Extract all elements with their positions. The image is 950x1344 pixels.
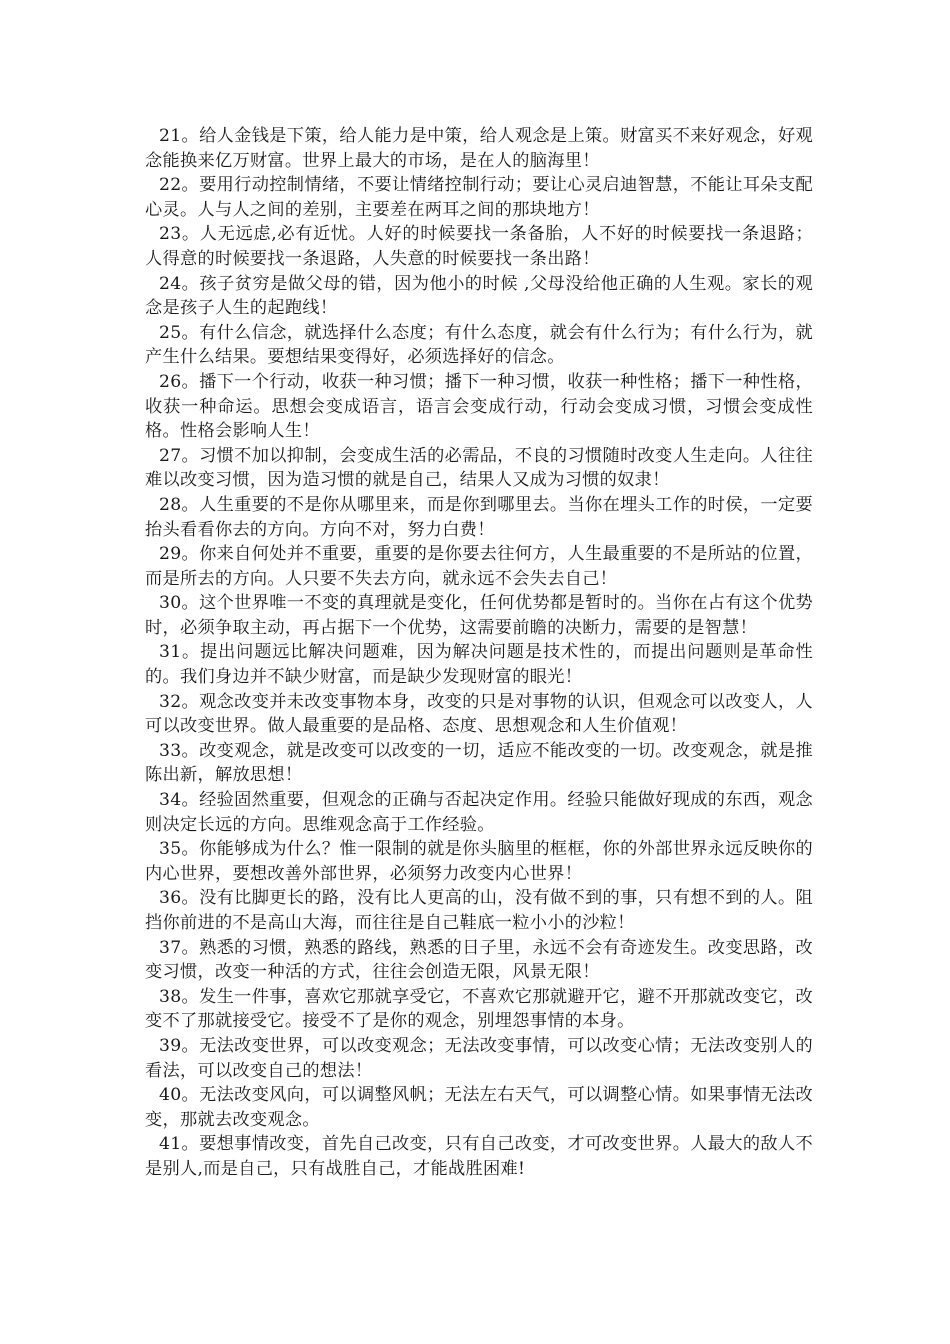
paragraph-30: 30。这个世界唯一不变的真理就是变化，任何优势都是暂时的。当你在占有这个优势时，必须争取主动，再占据下一个优势，这需要前瞻的决断力，需要的是智慧！ <box>145 593 813 638</box>
paragraph-21: 21。给人金钱是下策，给人能力是中策，给人观念是上策。财富买不来好观念，好观念能换来亿万财富。世界上最大的市场，是在人的脑海里！ <box>145 126 813 171</box>
paragraph-26: 26。播下一个行动，收获一种习惯；播下一种习惯，收获一种性格；播下一种性格，收获一种命运。思想会变成语言，语言会变成行动，行动会变成习惯，习惯会变成性格。性格会影响人生！ <box>145 371 813 442</box>
paragraph-33: 33。改变观念，就是改变可以改变的一切，适应不能改变的一切。改变观念，就是推陈出新，解放思想！ <box>145 740 813 786</box>
paragraph-24: 24。孩子贫穷是做父母的错，因为他小的时候 ,父母没给他正确的人生观。家长的观念是孩子人生的起跑线！ <box>145 273 813 319</box>
paragraph-25: 25。有什么信念，就选择什么态度；有什么态度，就会有什么行为；有什么行为，就产生什么结果。要想结果变得好，必须选择好的信念。 <box>145 322 813 368</box>
paragraph-40: 40。无法改变风向，可以调整风帆；无法左右天气，可以调整心情。如果事情无法改变，那就去改变观念。 <box>145 1085 813 1130</box>
paragraph-41: 41。要想事情改变，首先自己改变，只有自己改变，才可改变世界。人最大的敌人不是别人,而是自己，只有战胜自己，才能战胜困难! <box>145 1134 813 1179</box>
paragraph-37: 37。熟悉的习惯，熟悉的路线，熟悉的日子里，永远不会有奇迹发生。改变思路，改变习惯，改变一种活的方式，往往会创造无限，风景无限！ <box>145 937 813 983</box>
paragraph-29: 29。你来自何处并不重要，重要的是你要去往何方，人生最重要的不是所站的位置，而是所去的方向。人只要不失去方向，就永远不会失去自己！ <box>145 544 813 589</box>
paragraph-39: 39。无法改变世界，可以改变观念；无法改变事情，可以改变心情；无法改变别人的看法，可以改变自己的想法！ <box>145 1035 813 1081</box>
paragraph-35: 35。你能够成为什么？惟一限制的就是你头脑里的框框，你的外部世界永远反映你的内心世界，要想改善外部世界，必须努力改变内心世界！ <box>145 839 813 884</box>
paragraph-28: 28。人生重要的不是你从哪里来，而是你到哪里去。当你在埋头工作的时侯，一定要抬头看看你去的方向。方向不对，努力白费！ <box>145 494 813 540</box>
document-body <box>145 124 813 1182</box>
paragraph-38: 38。发生一件事，喜欢它那就享受它，不喜欢它那就避开它，避不开那就改变它，改变不了那就接受它。接受不了是你的观念，别埋怨事情的本身。 <box>145 986 813 1032</box>
paragraph-23: 23。人无远虑,必有近忧。人好的时候要找一条备胎，人不好的时候要找一条退路；人得意的时候要找一条退路，人失意的时候要找一条出路！ <box>145 224 813 269</box>
paragraph-36: 36。没有比脚更长的路，没有比人更高的山，没有做不到的事，只有想不到的人。阻挡你前进的不是高山大海，而往往是自己鞋底一粒小小的沙粒！ <box>145 888 813 933</box>
paragraph-34: 34。经验固然重要，但观念的正确与否起决定作用。经验只能做好现成的东西，观念则决定长远的方向。思维观念高于工作经验。 <box>145 790 813 835</box>
paragraph-27: 27。习惯不加以抑制，会变成生活的必需品，不良的习惯随时改变人生走向。人往往难以改变习惯，因为造习惯的就是自己，结果人又成为习惯的奴隶！ <box>145 445 813 491</box>
paragraph-32: 32。观念改变并未改变事物本身，改变的只是对事物的认识，但观念可以改变人，人可以改变世界。做人最重要的是品格、态度、思想观念和人生价值观！ <box>145 691 813 737</box>
paragraph-31: 31。提出问题远比解决问题难，因为解决问题是技术性的，而提出问题则是革命性的。我们身边并不缺少财富，而是缺少发现财富的眼光！ <box>145 642 813 688</box>
paragraph-22: 22。要用行动控制情绪，不要让情绪控制行动；要让心灵启迪智慧，不能让耳朵支配心灵。人与人之间的差别，主要差在两耳之间的那块地方！ <box>145 175 813 220</box>
